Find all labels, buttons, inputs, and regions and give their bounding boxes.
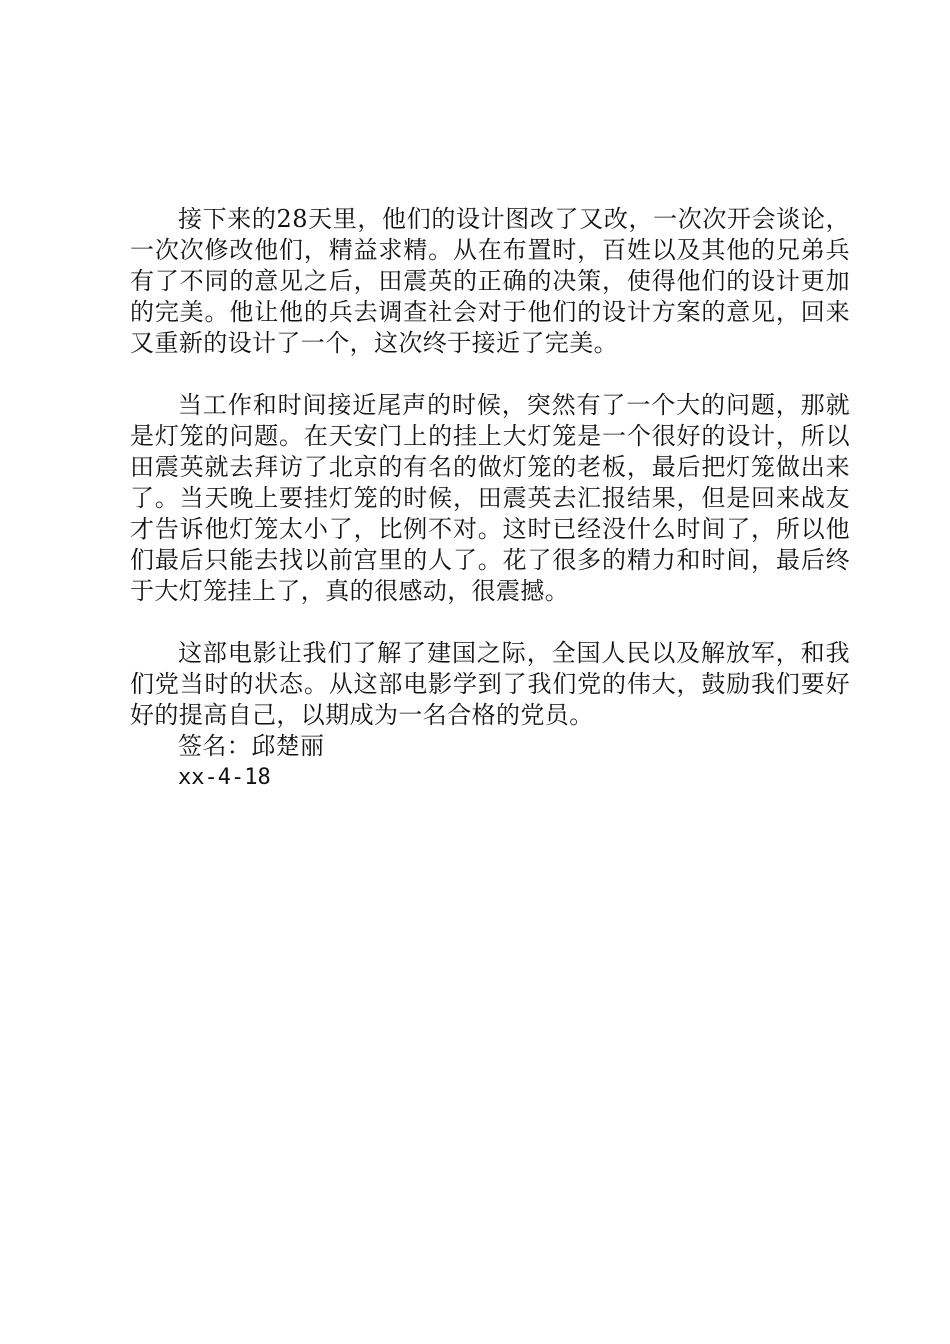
paragraph-lantern-problem: 当工作和时间接近尾声的时候，突然有了一个大的问题，那就是灯笼的问题。在天安门上的挂上大灯笼是一个很好的设计，所以田震英就去拜访了北京的有名的做灯笼的老板，最后把灯笼做出来了。当天晚上要挂灯笼的时候，田震英去汇报结果，但是回来战友才告诉他灯笼太小了，比例不对。这时已经没什么时间了，所以他们最后只能去找以前宫里的人了。花了很多的精力和时间，最后终于大灯笼挂上了，真的很感动，很震撼。 [130, 391, 850, 605]
paragraph-design-revisions: 接下来的28天里，他们的设计图改了又改，一次次开会谈论，一次次修改他们，精益求精。从在布置时，百姓以及其他的兄弟兵有了不同的意见之后，田震英的正确的决策，使得他们的设计更加的完美。他让他的兵去调查社会对于他们的设计方案的意见，回来又重新的设计了一个，这次终于接近了完美。 [130, 205, 850, 357]
signature: 签名：邱楚丽 [178, 732, 325, 760]
date: xx-4-18 [178, 765, 271, 790]
document-body [130, 204, 850, 793]
paragraph-conclusion: 这部电影让我们了解了建国之际，全国人民以及解放军，和我们党当时的状态。从这部电影学到了我们党的伟大，鼓励我们要好好的提高自己，以期成为一名合格的党员。 [130, 639, 850, 729]
